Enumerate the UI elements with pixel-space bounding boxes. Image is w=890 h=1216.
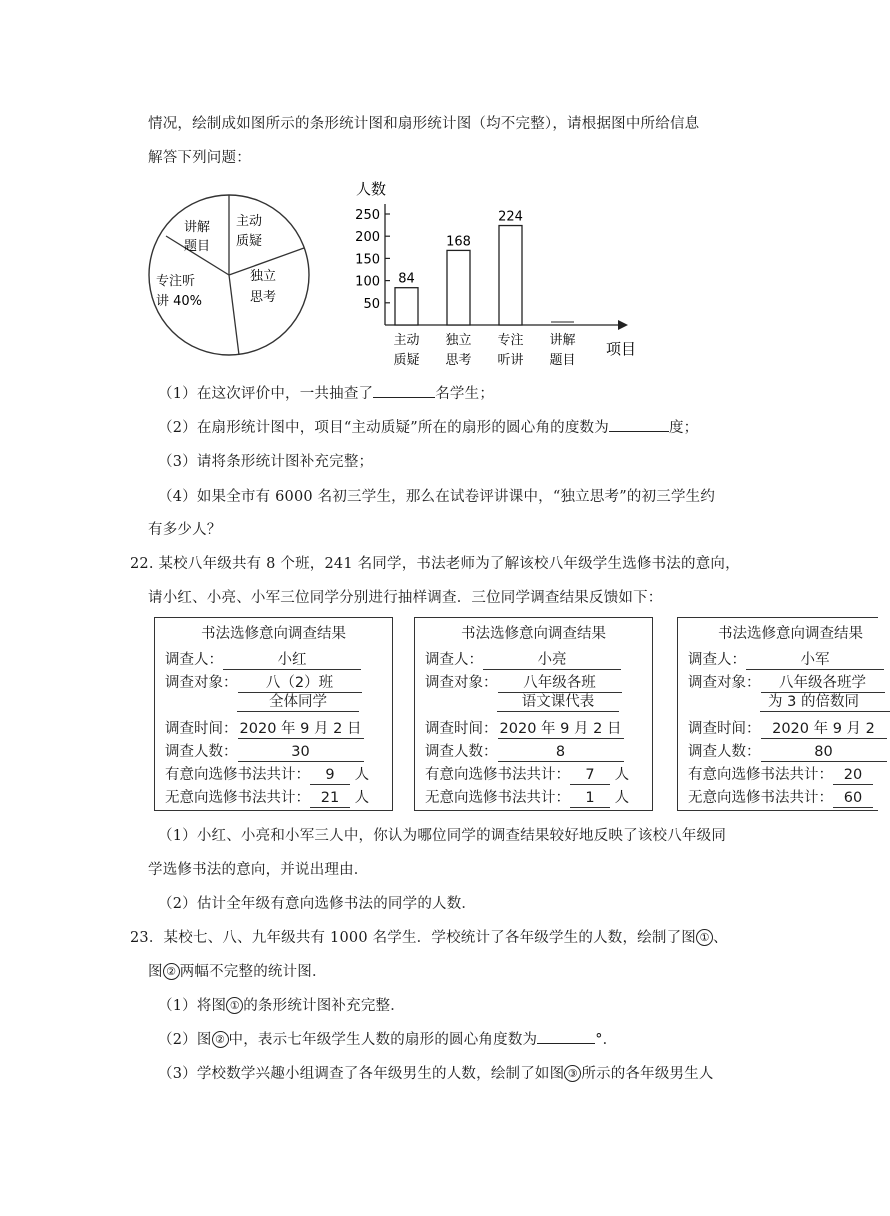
label: 调查人： bbox=[165, 652, 223, 668]
y-tick-label: 250 bbox=[355, 208, 380, 223]
card-title: 书法选修意向调查结果 bbox=[461, 626, 606, 642]
pie-label-jiangjie-2: 题目 bbox=[184, 239, 211, 254]
label: 无意向选修书法共计： bbox=[425, 790, 570, 806]
card-row-yes bbox=[688, 763, 873, 785]
value: 2020 年 9 月 2 日 bbox=[238, 721, 364, 739]
q21-part4-line1: （4）如果全市有 6000 名初三学生，那么在试卷评讲课中，“独立思考”的初三学生约 bbox=[158, 489, 716, 505]
value: 小军 bbox=[746, 652, 884, 670]
x-tick-label: 讲解 bbox=[549, 333, 576, 348]
x-axis-arrow bbox=[618, 320, 628, 330]
card-row-object bbox=[425, 671, 622, 693]
card-row-object bbox=[688, 671, 885, 693]
card-title: 书法选修意向调查结果 bbox=[201, 626, 346, 642]
circled-three: ③ bbox=[564, 1065, 581, 1082]
circled-two: ② bbox=[212, 1031, 229, 1048]
label: 调查人： bbox=[425, 652, 483, 668]
label: 有意向选修书法共计： bbox=[165, 767, 310, 783]
value: 八年级各班 bbox=[498, 675, 622, 693]
unit: 人 bbox=[354, 790, 370, 806]
q22-sub1-line1: （1）小红、小亮和小军三人中，你认为哪位同学的调查结果较好地反映了该校八年级同 bbox=[158, 828, 727, 844]
q21-part1-pre: （1）在这次评价中，一共抽查了 bbox=[158, 386, 374, 402]
q23-sub2-post: °． bbox=[595, 1032, 618, 1048]
card-title: 书法选修意向调查结果 bbox=[718, 626, 863, 642]
card-row-count bbox=[688, 740, 887, 762]
q21-part4-line2: 有多少人？ bbox=[148, 522, 222, 538]
y-axis-label: 人数 bbox=[356, 180, 387, 198]
pie-label-zhudong-2: 质疑 bbox=[236, 234, 263, 249]
q23-line1-post: 、 bbox=[712, 930, 728, 946]
value: 小红 bbox=[223, 652, 361, 670]
x-tick-label: 听讲 bbox=[497, 353, 524, 368]
survey-card-xiaohong bbox=[154, 617, 393, 811]
label: 调查时间： bbox=[425, 721, 498, 737]
q23-sub2 bbox=[158, 1028, 617, 1049]
value: 小亮 bbox=[483, 652, 621, 670]
q23-sub3-pre: （3）学校数学兴趣小组调查了各年级男生的人数，绘制了如图 bbox=[158, 1066, 565, 1082]
bar bbox=[499, 226, 522, 325]
value-continued: 全体同学 bbox=[237, 694, 359, 712]
answer-blank[interactable] bbox=[609, 417, 669, 432]
card-row-surveyor bbox=[165, 648, 361, 670]
q23-line2-pre: 图 bbox=[148, 964, 163, 980]
q21-part2-post: 度； bbox=[668, 420, 699, 436]
q21-part2-pre: （2）在扇形统计图中，项目“主动质疑”所在的扇形的圆心角的度数为 bbox=[158, 420, 609, 436]
pie-label-duli-1: 独立 bbox=[250, 269, 277, 284]
label: 调查人数： bbox=[165, 744, 238, 760]
q23-sub1-post: 的条形统计图补充完整． bbox=[243, 998, 405, 1014]
card-row-count bbox=[425, 740, 624, 762]
q22-sub2: （2）估计全年级有意向选修书法的同学的人数． bbox=[158, 896, 477, 912]
q23-sub1-pre: （1）将图 bbox=[158, 998, 227, 1014]
unit: 人 bbox=[614, 767, 630, 783]
pie-label-zhudong-1: 主动 bbox=[236, 214, 263, 229]
circled-one: ① bbox=[696, 929, 713, 946]
pie-label-zhuanzhu-2: 讲 40% bbox=[156, 294, 203, 309]
x-tick-label: 独立 bbox=[445, 333, 472, 348]
value: 2020 年 9 月 2 日 bbox=[498, 721, 624, 739]
survey-card-xiaojun bbox=[677, 617, 878, 811]
value: 7 bbox=[570, 767, 610, 785]
q23-sub1 bbox=[158, 994, 405, 1015]
value: 八年级各班学 bbox=[761, 675, 885, 693]
x-tick-label: 质疑 bbox=[393, 353, 420, 368]
q23-sub2-mid: 中，表示七年级学生人数的扇形的圆心角度数为 bbox=[228, 1032, 538, 1048]
answer-blank[interactable] bbox=[537, 1029, 595, 1044]
q23-line1 bbox=[130, 926, 728, 947]
bar-value-label: 168 bbox=[446, 234, 471, 250]
q23-sub2-pre: （2）图 bbox=[158, 1032, 212, 1048]
survey-card-xiaoliang bbox=[414, 617, 653, 811]
value: 2020 年 9 月 2 bbox=[761, 721, 887, 739]
value: 9 bbox=[310, 767, 350, 785]
q23-sub3 bbox=[158, 1062, 714, 1083]
q22-line1: 22. 某校八年级共有 8 个班，241 名同学，书法老师为了解该校八年级学生选修书法的意向， bbox=[130, 556, 740, 572]
card-row-no bbox=[165, 786, 369, 808]
card-row-object bbox=[165, 671, 362, 693]
pie-chart bbox=[146, 186, 316, 362]
value: 1 bbox=[570, 790, 610, 808]
label: 调查对象： bbox=[165, 675, 238, 691]
label: 调查时间： bbox=[165, 721, 238, 737]
y-tick-label: 50 bbox=[363, 296, 380, 312]
circled-one: ① bbox=[226, 997, 243, 1014]
value: 21 bbox=[310, 790, 350, 808]
q23-line2 bbox=[148, 960, 327, 981]
x-tick-label: 思考 bbox=[445, 353, 472, 368]
bar-value-label: 224 bbox=[498, 209, 523, 225]
q21-part1-post: 名学生； bbox=[435, 386, 495, 402]
q22-sub1-line2: 学选修书法的意向，并说出理由． bbox=[148, 862, 369, 878]
value-continued: 语文课代表 bbox=[497, 694, 619, 712]
pie-label-zhuanzhu-1: 专注听 bbox=[156, 274, 196, 289]
card-row-time bbox=[688, 717, 887, 739]
pie-label-duli-2: 思考 bbox=[250, 290, 277, 305]
label: 调查对象： bbox=[425, 675, 498, 691]
y-tick-label: 200 bbox=[355, 230, 380, 246]
q21-part3: （3）请将条形统计图补充完整； bbox=[158, 454, 374, 470]
value: 60 bbox=[833, 790, 873, 808]
q23-line1-pre: 23．某校七、八、九年级共有 1000 名学生．学校统计了各年级学生的人数，绘制了图 bbox=[130, 930, 696, 946]
q21-part2 bbox=[158, 416, 698, 437]
card-row-yes bbox=[165, 763, 369, 785]
q23-sub3-post: 所示的各年级男生人 bbox=[581, 1066, 714, 1082]
card-row-surveyor bbox=[425, 648, 621, 670]
x-tick-label: 主动 bbox=[393, 333, 420, 348]
pie-label-jiangjie-1: 讲解 bbox=[184, 220, 211, 235]
value: 8 bbox=[498, 744, 624, 762]
x-tick-label: 专注 bbox=[497, 333, 524, 348]
bar-value-label: 84 bbox=[398, 271, 415, 287]
label: 调查人数： bbox=[425, 744, 498, 760]
q21-part1 bbox=[158, 382, 494, 403]
value: 八（2）班 bbox=[238, 675, 362, 693]
card-row-no bbox=[425, 786, 629, 808]
q22-line2: 请小红、小亮、小军三位同学分别进行抽样调查．三位同学调查结果反馈如下： bbox=[148, 590, 663, 606]
card-row-time bbox=[165, 717, 364, 739]
intro-line-1: 情况，绘制成如图所示的条形统计图和扇形统计图（均不完整），请根据图中所给信息 bbox=[148, 116, 700, 132]
label: 调查人： bbox=[688, 652, 746, 668]
circled-two: ② bbox=[163, 963, 180, 980]
value: 20 bbox=[833, 767, 873, 785]
label: 有意向选修书法共计： bbox=[688, 767, 833, 783]
label: 调查对象： bbox=[688, 675, 761, 691]
value: 80 bbox=[761, 744, 887, 762]
label: 调查人数： bbox=[688, 744, 761, 760]
card-row-count bbox=[165, 740, 364, 762]
bar bbox=[395, 288, 418, 325]
bar-chart bbox=[340, 174, 650, 372]
card-row-no bbox=[688, 786, 873, 808]
card-row-yes bbox=[425, 763, 629, 785]
x-tick-label: 题目 bbox=[549, 353, 576, 368]
value: 30 bbox=[238, 744, 364, 762]
x-axis-label: 项目 bbox=[606, 340, 637, 358]
value-continued: 为 3 的倍数同 bbox=[760, 694, 890, 712]
intro-line-2: 解答下列问题： bbox=[148, 150, 251, 166]
card-row-time bbox=[425, 717, 624, 739]
bar bbox=[447, 250, 470, 325]
q23-line2-post: 两幅不完整的统计图． bbox=[179, 964, 327, 980]
label: 无意向选修书法共计： bbox=[688, 790, 833, 806]
label: 无意向选修书法共计： bbox=[165, 790, 310, 806]
unit: 人 bbox=[614, 790, 630, 806]
answer-blank[interactable] bbox=[373, 383, 435, 398]
y-tick-label: 100 bbox=[355, 274, 380, 290]
y-tick-label: 150 bbox=[355, 252, 380, 268]
label: 调查时间： bbox=[688, 721, 761, 737]
label: 有意向选修书法共计： bbox=[425, 767, 570, 783]
unit: 人 bbox=[354, 767, 370, 783]
card-row-surveyor bbox=[688, 648, 884, 670]
